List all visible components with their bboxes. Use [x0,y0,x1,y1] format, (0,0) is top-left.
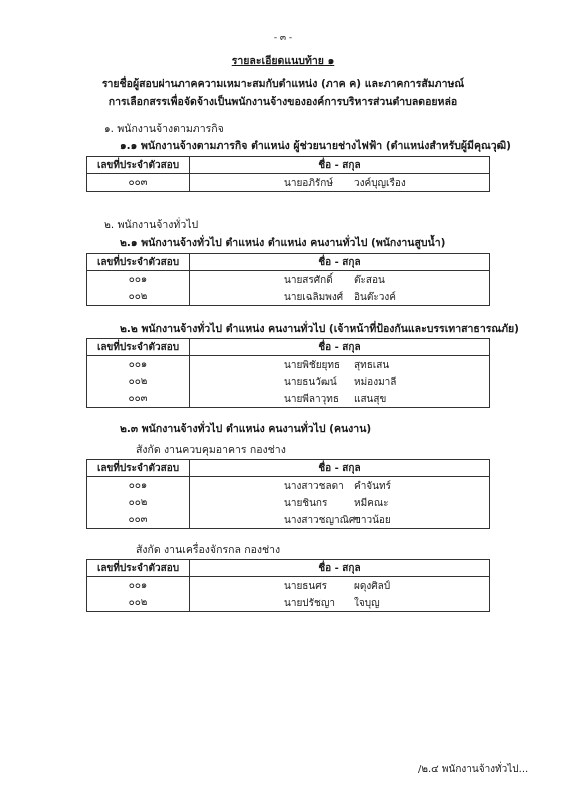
exam-id-cell: ๐๐๓ [87,174,190,192]
exam-id-cell: ๐๐๒ [87,373,190,390]
table-row [87,494,490,511]
exam-id-cell: ๐๐๒ [87,288,190,306]
first-name: นางสาวชญาณิศา [284,515,361,526]
table-row [87,271,490,289]
first-name: นางสาวชลดา [284,481,344,492]
first-name: นายเฉลิมพงศ์ [284,292,344,303]
exam-id-cell: ๐๐๒ [87,594,190,612]
table-row [87,477,490,495]
first-name: นายพีลาวุทธ [284,394,339,405]
name-cell [190,356,490,374]
department-label-machinery: สังกัด งานเครื่องจักรกล กองช่าง [136,544,281,556]
header-name: ชื่อ - สกุล [190,460,490,477]
name-cell [190,373,490,390]
name-cell [190,594,490,612]
table-row [87,356,490,374]
first-name: นายสรศักดิ์ [284,275,333,286]
exam-id-cell: ๐๐๑ [87,577,190,595]
subtitle-line-1: รายชื่อผู้สอบผ่านภาคความเหมาะสมกับตำแหน่ง (ภาค ค) และภาคการสัมภาษณ์ [101,78,465,90]
header-id: เลขที่ประจำตัวสอบ [87,339,190,356]
table-2-3-building-control [86,459,490,529]
header-id: เลขที่ประจำตัวสอบ [87,460,190,477]
continuation-note: /๒.๔ พนักงานจ้างทั่วไป... [418,764,529,775]
name-cell [190,494,490,511]
name-cell [190,477,490,495]
table-row [87,511,490,529]
last-name: หมีคณะ [354,498,389,509]
first-name: นายชินกร [284,498,328,509]
last-name: ผดุงศิลป์ [354,581,391,592]
table-2-1 [86,253,490,306]
last-name: หม่องมาลี [354,377,397,388]
header-name: ชื่อ - สกุล [190,157,490,174]
table-row [87,390,490,408]
last-name: ขาวน้อย [354,515,391,526]
last-name: ใจบุญ [354,598,380,609]
name-cell [190,390,490,408]
exam-id-cell: ๐๐๑ [87,356,190,374]
header-id: เลขที่ประจำตัวสอบ [87,157,190,174]
first-name: นายธนศร [284,581,327,592]
header-name: ชื่อ - สกุล [190,560,490,577]
table-2-2 [86,338,490,408]
last-name: อินต๊ะวงค์ [354,292,396,303]
table-row [87,288,490,306]
header-id: เลขที่ประจำตัวสอบ [87,254,190,271]
table-row [87,594,490,612]
page-number: - ๓ - [273,33,293,43]
table-2-3-machinery [86,559,490,612]
section-1-heading: ๑. พนักงานจ้างตามภารกิจ [104,123,224,135]
last-name: คำจันทร์ [354,481,391,492]
first-name: นายอภิรักษ์ [284,178,333,189]
exam-id-cell: ๐๐๑ [87,477,190,495]
department-label-building-control: สังกัด งานควบคุมอาคาร กองช่าง [136,444,286,456]
subsection-1-1-heading: ๑.๑ พนักงานจ้างตามภารกิจ ตำแหน่ง ผู้ช่วยนายช่างไฟฟ้า (ตำแหน่งสำหรับผู้มีคุณวุฒิ) [120,140,511,152]
last-name: แสนสุข [354,394,387,405]
name-cell [190,174,490,192]
last-name: สุทธเสน [354,360,390,371]
document-title-text: รายละเอียดแนบท้าย ๑ [231,55,335,67]
first-name: นายธนวัฒน์ [284,377,337,388]
name-cell [190,511,490,529]
table-row [87,577,490,595]
first-name: นายพิชัยยุทธ [284,360,341,371]
exam-id-cell: ๐๐๓ [87,390,190,408]
section-2-heading: ๒. พนักงานจ้างทั่วไป [104,219,199,231]
last-name: ต๊ะสอน [354,275,385,286]
subsection-2-2-heading: ๒.๒ พนักงานจ้างทั่วไป ตำแหน่ง คนงานทั่วไป (เจ้าหน้าที่ป้องกันและบรรเทาสาธารณภัย) [120,323,519,335]
header-name: ชื่อ - สกุล [190,254,490,271]
header-name: ชื่อ - สกุล [190,339,490,356]
document-title [0,52,566,69]
name-cell [190,577,490,595]
table-row [87,174,490,192]
subtitle-line-2: การเลือกสรรเพื่อจัดจ้างเป็นพนักงานจ้างขององค์การบริหารส่วนตำบลดอยหล่อ [108,96,458,108]
name-cell [190,288,490,306]
table-row [87,373,490,390]
subsection-2-1-heading: ๒.๑ พนักงานจ้างทั่วไป ตำแหน่ง ตำแหน่ง คนงานทั่วไป (พนักงานสูบน้ำ) [120,237,446,249]
header-id: เลขที่ประจำตัวสอบ [87,560,190,577]
exam-id-cell: ๐๐๑ [87,271,190,289]
exam-id-cell: ๐๐๓ [87,511,190,529]
subsection-2-3-heading: ๒.๓ พนักงานจ้างทั่วไป ตำแหน่ง คนงานทั่วไป (คนงาน) [120,423,372,435]
name-cell [190,271,490,289]
table-1-1 [86,156,490,192]
exam-id-cell: ๐๐๒ [87,494,190,511]
last-name: วงค์บุญเรือง [354,178,406,189]
first-name: นายปรัชญา [284,598,335,609]
